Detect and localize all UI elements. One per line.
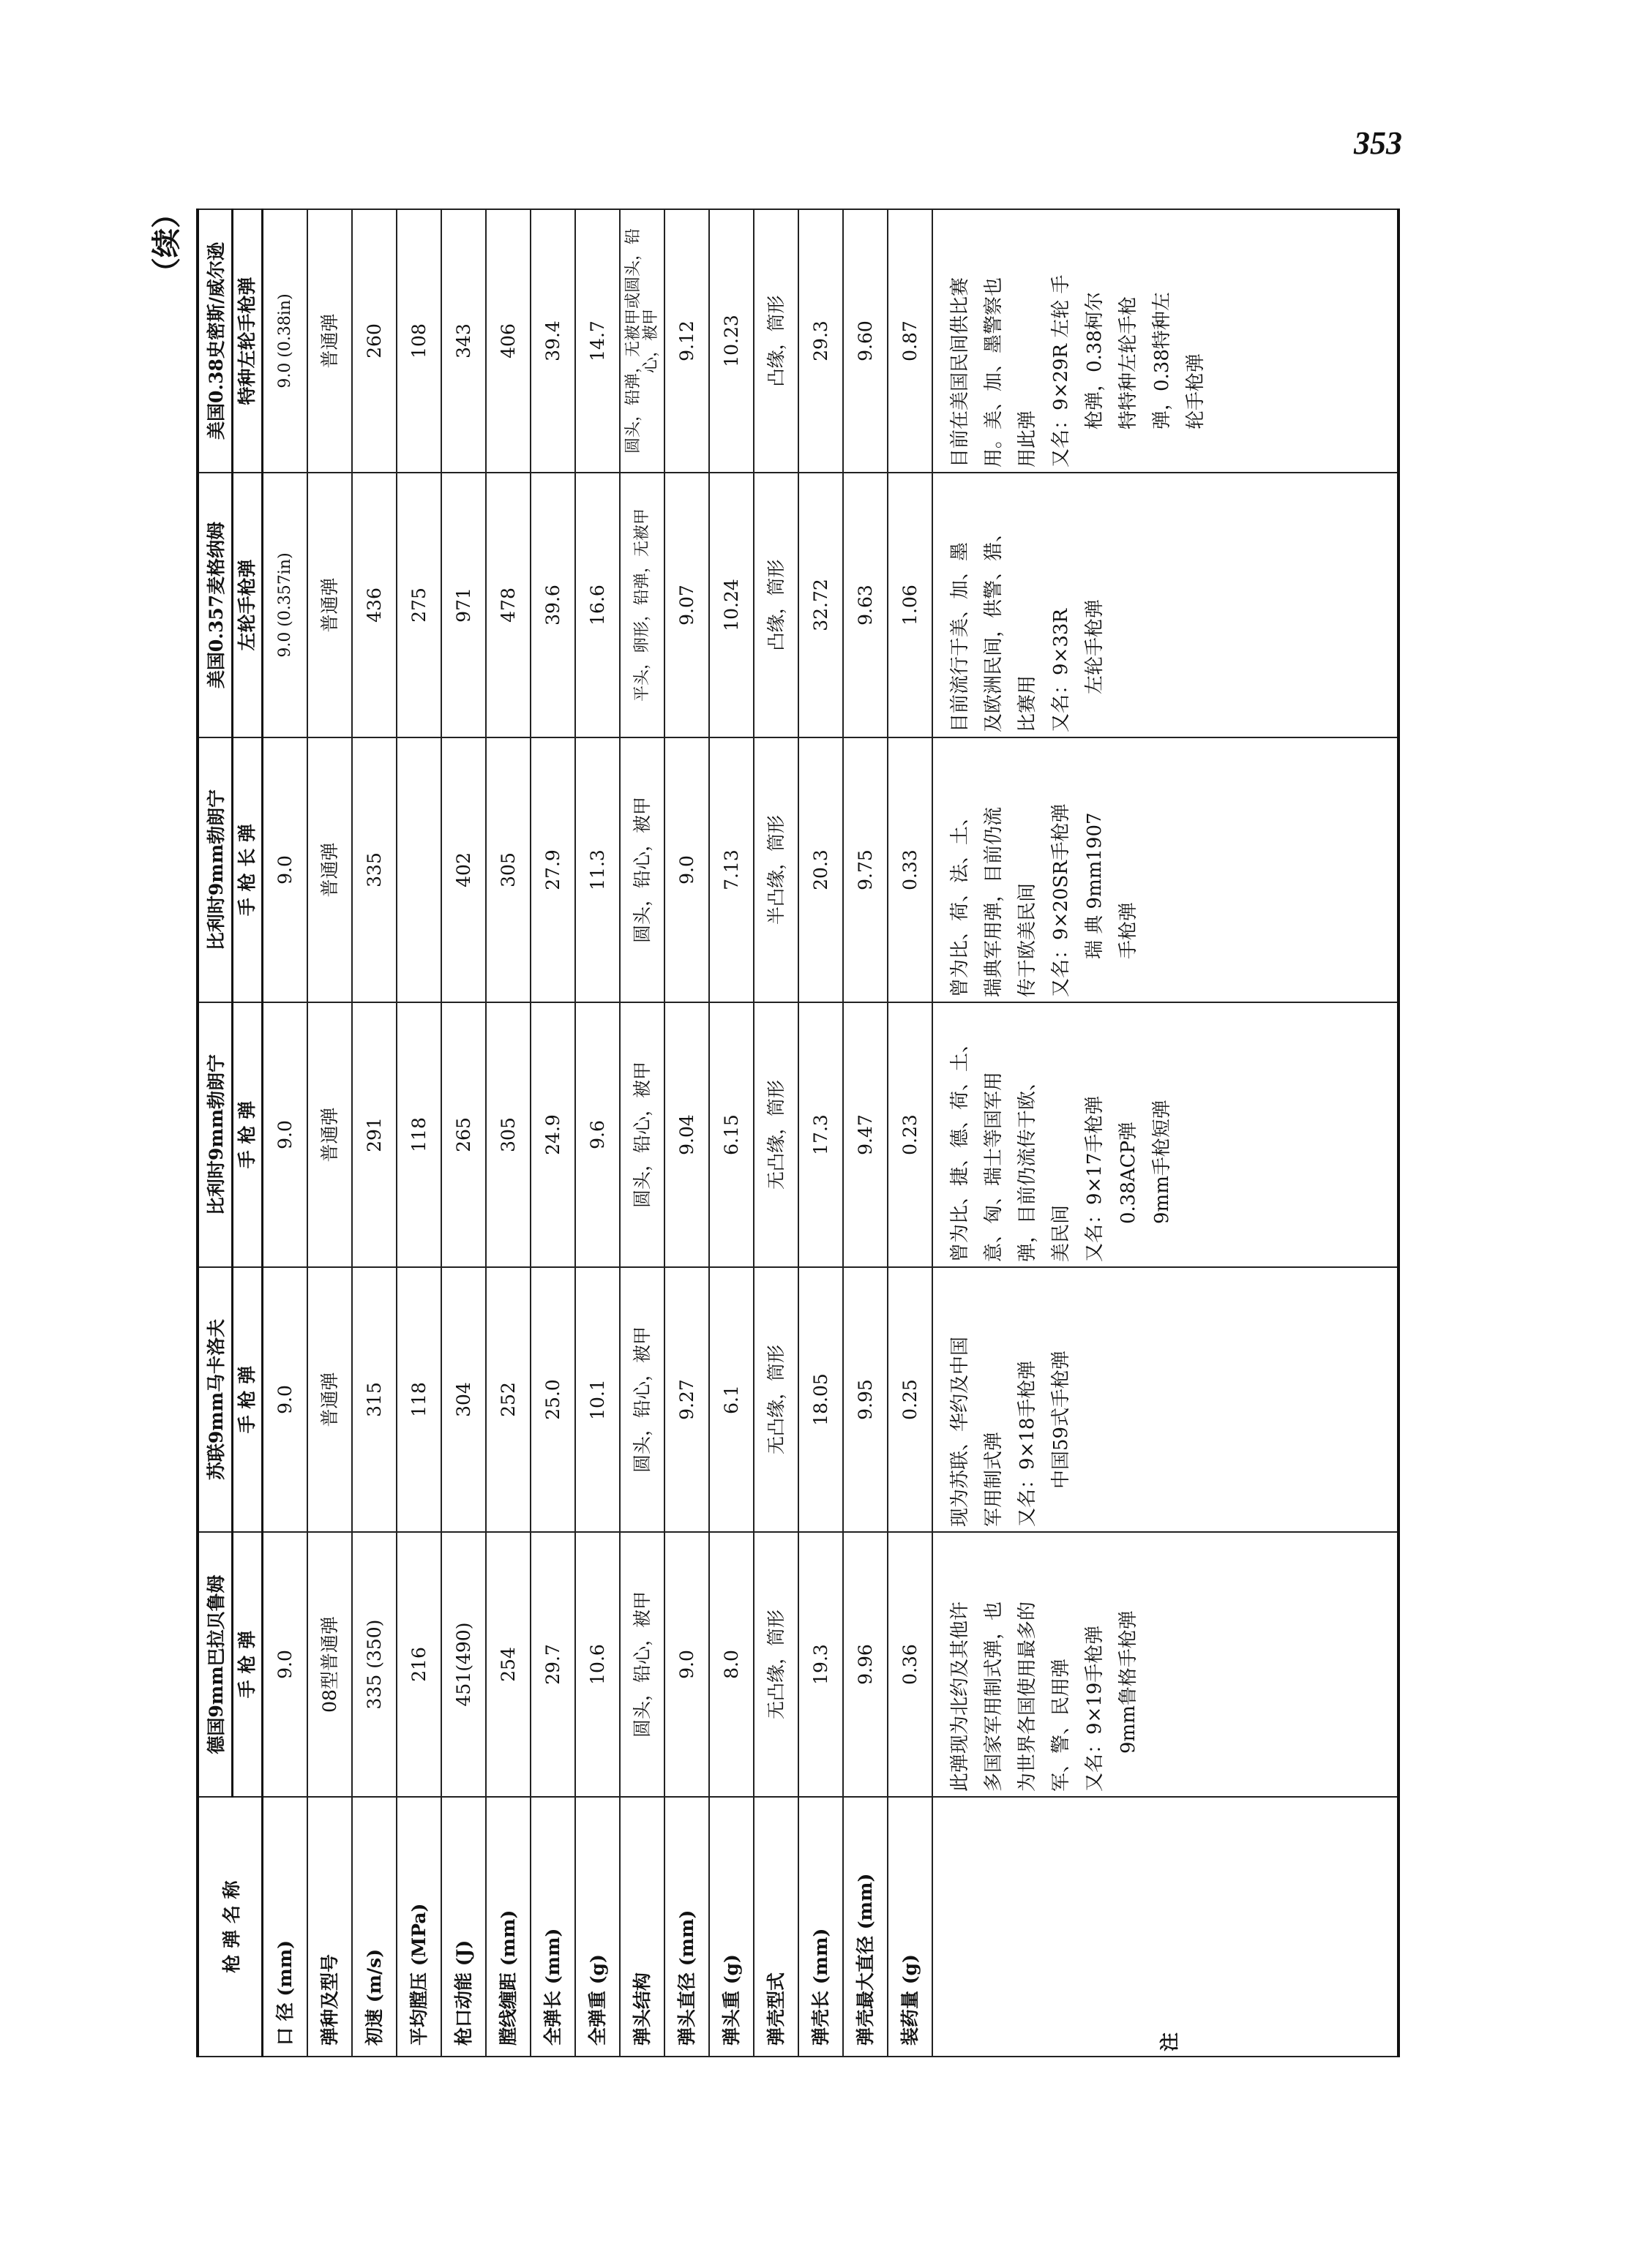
col-header-name: 美国0.357麦格纳姆: [198, 473, 233, 737]
table-cell: 9.75: [843, 737, 888, 1002]
table-cell: 291: [352, 1002, 397, 1267]
table-cell: 9.07: [664, 473, 709, 737]
table-cell: 216: [397, 1532, 441, 1797]
continued-label: （续）: [149, 199, 184, 287]
note-line: 用此弹: [1016, 410, 1038, 468]
table-cell: 304: [441, 1267, 486, 1532]
table-row: [575, 209, 620, 2057]
table-cell: 08型普通弹: [307, 1532, 352, 1797]
table-cell: 478: [486, 473, 531, 737]
notes-cell: [932, 1002, 1398, 1267]
note-line: 特特种左轮手枪: [1117, 296, 1139, 468]
note-line: 曾为比、捷、德、荷、土、: [949, 1033, 971, 1262]
row-label: 弹种及型号: [307, 1797, 352, 2057]
note-line: 又名：9×29R 左轮 手: [1050, 274, 1072, 468]
table-cell: 9.96: [843, 1532, 888, 1797]
note-line: 军、警、民用弹: [1050, 1658, 1072, 1792]
table-cell: 7.13: [709, 737, 754, 1002]
table-cell: 9.0 (0.38in): [263, 209, 308, 473]
table-cell: 118: [397, 1002, 441, 1267]
table-row: [397, 209, 441, 2057]
table-cell: 252: [486, 1267, 531, 1532]
col-header-type: 手 枪 弹: [233, 1267, 263, 1532]
col-header-name: 比利时9mm勃朗宁: [198, 1002, 233, 1267]
col-header-type: 手 枪 弹: [233, 1002, 263, 1267]
note-line: 0.38ACP弹: [1117, 1121, 1139, 1262]
table-cell: 无凸缘，筒形: [754, 1002, 798, 1267]
table-cell: 275: [397, 473, 441, 737]
table-cell: 圆头，铅心，被甲: [620, 1002, 664, 1267]
col-header-name: 德国9mm巴拉贝鲁姆: [198, 1532, 233, 1797]
label-header: 枪 弹 名 称: [198, 1797, 263, 2057]
table-cell: 圆头，铅心，被甲: [620, 737, 664, 1002]
table-cell: 265: [441, 1002, 486, 1267]
table-cell: 9.12: [664, 209, 709, 473]
table-row: [531, 209, 575, 2057]
row-label: 平均膛压 (MPa): [397, 1797, 441, 2057]
table-cell: 9.0: [263, 1532, 308, 1797]
table-cell: 18.05: [798, 1267, 843, 1532]
table-cell: 27.9: [531, 737, 575, 1002]
table-cell: 118: [397, 1267, 441, 1532]
table-cell: 9.0 (0.357in): [263, 473, 308, 737]
note-line: 枪弹，0.38柯尔: [1084, 292, 1106, 468]
row-label: 弹壳最大直径 (mm): [843, 1797, 888, 2057]
table-cell: 29.3: [798, 209, 843, 473]
table-cell: 406: [486, 209, 531, 473]
table-row: [843, 209, 888, 2057]
note-line: 为世界各国使用最多的: [1016, 1601, 1038, 1792]
row-label: 初速 (m/s): [352, 1797, 397, 2057]
table-cell: 9.0: [263, 1002, 308, 1267]
table-cell: 普通弹: [307, 209, 352, 473]
table-cell: 普通弹: [307, 1267, 352, 1532]
note-line: 用。美、加、墨警察也: [983, 277, 1005, 468]
table-cell: 圆头，铅心，被甲: [620, 1267, 664, 1532]
table-cell: 圆头，铅心，被甲: [620, 1532, 664, 1797]
table-cell: 19.3: [798, 1532, 843, 1797]
table-cell: 9.04: [664, 1002, 709, 1267]
note-line: 及欧洲民间，供警、猎、: [983, 522, 1005, 732]
table-cell: 10.23: [709, 209, 754, 473]
col-header-name: 美国0.38史密斯/威尔逊: [198, 209, 233, 473]
row-label: 弹头结构: [620, 1797, 664, 2057]
table-cell: 9.95: [843, 1267, 888, 1532]
page-number: 353: [1354, 125, 1402, 161]
note-line: 美民间: [1050, 1204, 1072, 1262]
table-cell: 108: [397, 209, 441, 473]
row-label: 膛线缠距 (mm): [486, 1797, 531, 2057]
table-cell: 39.4: [531, 209, 575, 473]
table-cell: 335: [352, 737, 397, 1002]
table-cell: 305: [486, 1002, 531, 1267]
table-cell: 1.06: [888, 473, 932, 737]
notes-label: 注: [932, 1797, 1398, 2057]
table-cell: 260: [352, 209, 397, 473]
note-line: 又名：9×18手枪弹: [1016, 1360, 1038, 1527]
table-cell: 14.7: [575, 209, 620, 473]
notes-cell: [932, 1267, 1398, 1532]
table-cell: 9.27: [664, 1267, 709, 1532]
table-cell: 平头，卵形，铅弹，无被甲: [620, 473, 664, 737]
table-cell: 315: [352, 1267, 397, 1532]
table-row: [754, 209, 798, 2057]
table-cell: 335 (350): [352, 1532, 397, 1797]
table-cell: 9.0: [263, 1267, 308, 1532]
note-line: 9mm手枪短弹: [1151, 1100, 1173, 1262]
row-label: 全弹长 (mm): [531, 1797, 575, 2057]
table-cell: 普通弹: [307, 737, 352, 1002]
table-cell: 0.36: [888, 1532, 932, 1797]
row-label: 弹头直径 (mm): [664, 1797, 709, 2057]
table-cell: 8.0: [709, 1532, 754, 1797]
notes-cell: [932, 209, 1398, 473]
table-row: [888, 209, 932, 2057]
note-line: 意、匈、瑞士等国军用: [983, 1071, 1005, 1262]
table-cell: 普通弹: [307, 1002, 352, 1267]
note-line: 多国家军用制式弹，也: [983, 1601, 1005, 1792]
note-line: 9mm鲁格手枪弹: [1117, 1610, 1139, 1792]
col-header-type: 特种左轮手枪弹: [233, 209, 263, 473]
table-cell: 凸缘，筒形: [754, 473, 798, 737]
notes-cell: [932, 737, 1398, 1002]
table-cell: 凸缘，筒形: [754, 209, 798, 473]
notes-cell: [932, 1532, 1398, 1797]
row-label: 装药量 (g): [888, 1797, 932, 2057]
row-label: 枪口动能 (J): [441, 1797, 486, 2057]
table-cell: 10.1: [575, 1267, 620, 1532]
table-cell: 10.6: [575, 1532, 620, 1797]
note-line: 目前在美国民间供比赛: [949, 277, 971, 468]
table-cell: 24.9: [531, 1002, 575, 1267]
notes-row: [932, 209, 1398, 2057]
note-line: 中国59式手枪弹: [1050, 1350, 1072, 1527]
rotated-table-container: [149, 199, 1433, 2057]
table-cell: 29.7: [531, 1532, 575, 1797]
note-line: 弹，目前仍流传于欧、: [1016, 1071, 1038, 1262]
table-cell: 无凸缘，筒形: [754, 1532, 798, 1797]
table-cell: 0.33: [888, 737, 932, 1002]
table-cell: 32.72: [798, 473, 843, 737]
note-line: 左轮手枪弹: [1084, 598, 1106, 732]
note-line: 弹，0.38特种左: [1151, 292, 1173, 468]
table-cell: 343: [441, 209, 486, 473]
table-row: [486, 209, 531, 2057]
note-line: 军用制式弹: [983, 1431, 1005, 1527]
table-cell: 39.6: [531, 473, 575, 737]
table-cell: 16.6: [575, 473, 620, 737]
table-row: [709, 209, 754, 2057]
table-row: [263, 209, 308, 2057]
note-line: 瑞 典 9mm1907: [1084, 812, 1106, 997]
table-cell: 普通弹: [307, 473, 352, 737]
ammo-spec-table: [196, 209, 1400, 2057]
notes-cell: [932, 473, 1398, 737]
table-cell: 11.3: [575, 737, 620, 1002]
table-row: [441, 209, 486, 2057]
col-header-name: 苏联9mm马卡洛夫: [198, 1267, 233, 1532]
col-header-type: 手 枪 弹: [233, 1532, 263, 1797]
col-header-type: 手 枪 长 弹: [233, 737, 263, 1002]
note-line: 手枪弹: [1117, 901, 1139, 997]
table-cell: 9.60: [843, 209, 888, 473]
table-cell: 9.47: [843, 1002, 888, 1267]
table-row: [664, 209, 709, 2057]
note-line: 瑞典军用弹，目前仍流: [983, 806, 1005, 997]
table-cell: 254: [486, 1532, 531, 1797]
table-cell: 305: [486, 737, 531, 1002]
table-cell: 6.15: [709, 1002, 754, 1267]
table-cell: 25.0: [531, 1267, 575, 1532]
table-cell: 9.0: [263, 737, 308, 1002]
table-cell: 半凸缘，筒形: [754, 737, 798, 1002]
row-label: 全弹重 (g): [575, 1797, 620, 2057]
table-row: [620, 209, 664, 2057]
col-header-type: 左轮手枪弹: [233, 473, 263, 737]
note-line: 传于欧美民间: [1016, 882, 1038, 997]
table-cell: 6.1: [709, 1267, 754, 1532]
table-row: [352, 209, 397, 2057]
row-label: 口 径 (mm): [263, 1797, 308, 2057]
row-label: 弹壳型式: [754, 1797, 798, 2057]
note-line: 比赛用: [1016, 675, 1038, 732]
table-cell: 0.23: [888, 1002, 932, 1267]
col-header-name: 比利时9mm勃朗宁: [198, 737, 233, 1002]
table-cell: 9.63: [843, 473, 888, 737]
note-line: 又名：9×19手枪弹: [1084, 1625, 1106, 1792]
table-cell: 9.0: [664, 1532, 709, 1797]
note-line: 又名：9×20SR手枪弹: [1050, 803, 1072, 997]
table-cell: 圆头，铅弹，无被甲或圆头，铅心，被甲: [620, 209, 664, 473]
note-line: 此弹现为北约及其他许: [949, 1601, 971, 1792]
table-cell: 436: [352, 473, 397, 737]
note-line: 曾为比、荷、法、土、: [949, 806, 971, 997]
table-cell: 9.0: [664, 737, 709, 1002]
table-cell: 0.87: [888, 209, 932, 473]
table-row: [798, 209, 843, 2057]
table-row: [307, 209, 352, 2057]
row-label: 弹头重 (g): [709, 1797, 754, 2057]
note-line: 又名：9×33R: [1050, 609, 1072, 732]
table-cell: 402: [441, 737, 486, 1002]
note-line: 又名：9×17手枪弹: [1084, 1095, 1106, 1262]
note-line: 目前流行于美、加、墨: [949, 541, 971, 732]
table-cell: 20.3: [798, 737, 843, 1002]
note-line: 轮手枪弹: [1185, 353, 1207, 468]
row-label: 弹壳长 (mm): [798, 1797, 843, 2057]
table-cell: 17.3: [798, 1002, 843, 1267]
table-cell: 10.24: [709, 473, 754, 737]
note-line: 现为苏联、华约及中国: [949, 1336, 971, 1527]
table-cell: [397, 737, 441, 1002]
table-cell: 9.6: [575, 1002, 620, 1267]
table-cell: 971: [441, 473, 486, 737]
table-cell: 451(490): [441, 1532, 486, 1797]
table-cell: 0.25: [888, 1267, 932, 1532]
table-cell: 无凸缘，筒形: [754, 1267, 798, 1532]
